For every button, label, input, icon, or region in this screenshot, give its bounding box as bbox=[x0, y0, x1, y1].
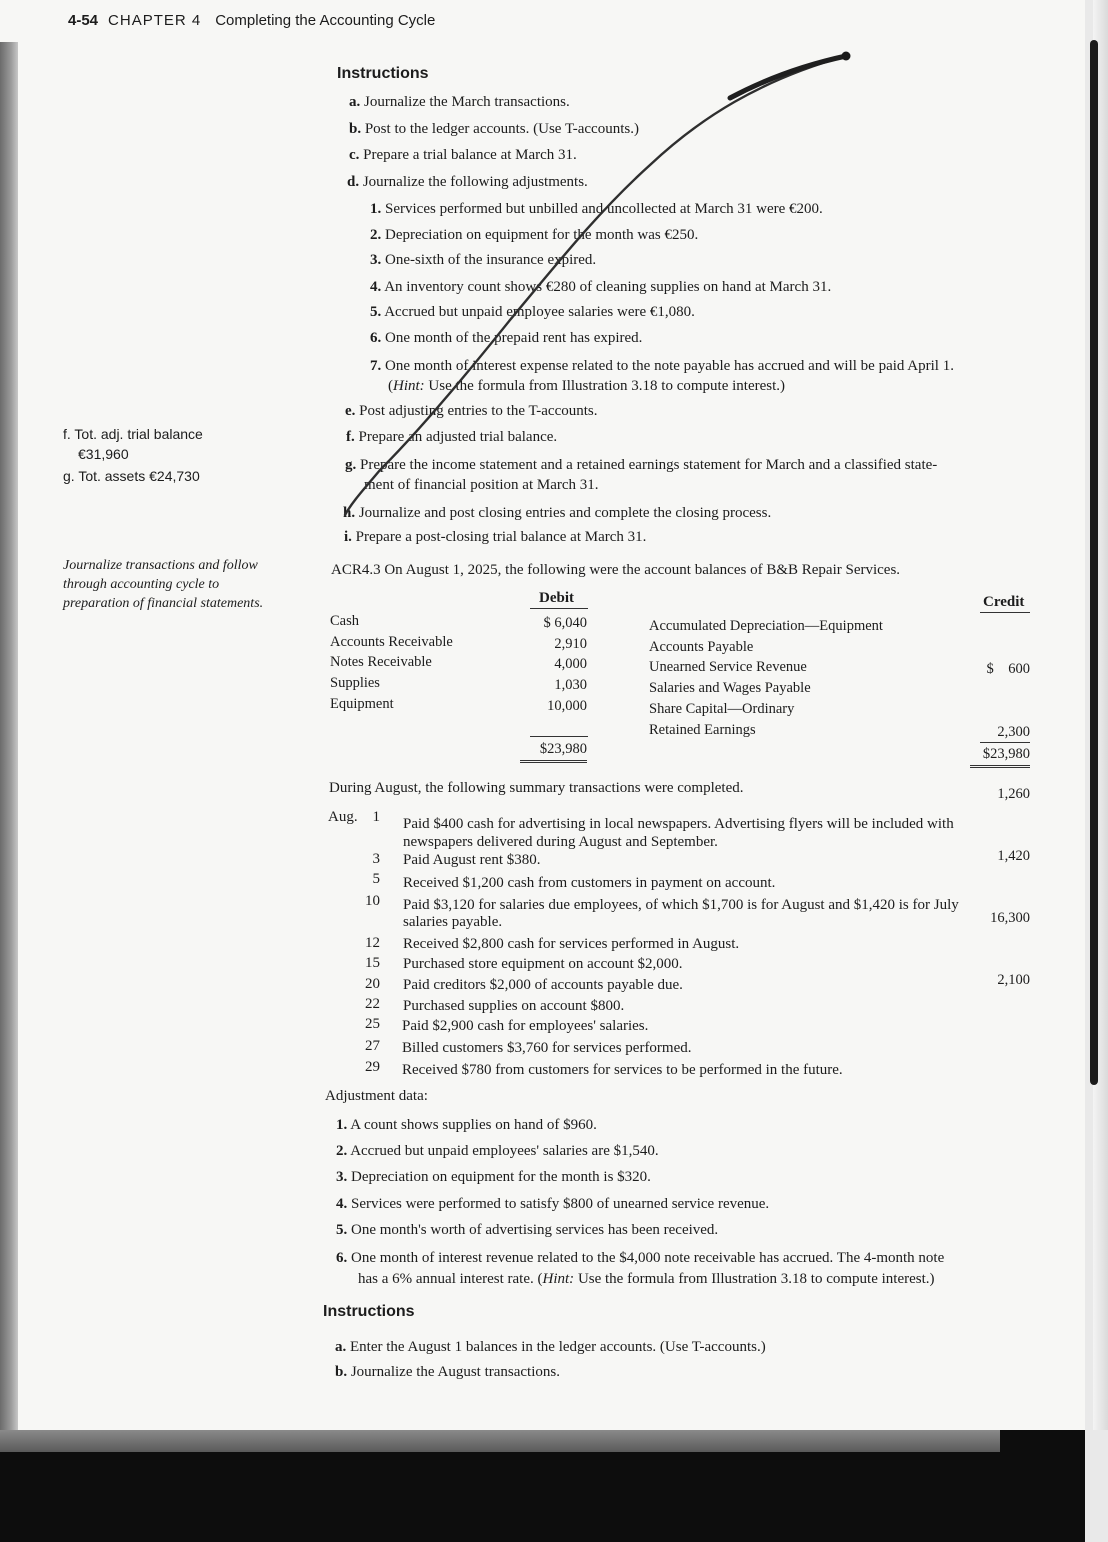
credit-amount: 2,100 bbox=[997, 971, 1030, 988]
credit-header: Credit bbox=[983, 594, 1025, 610]
txn-day: 20 bbox=[365, 976, 380, 992]
credit-account: Salaries and Wages Payable bbox=[649, 680, 811, 697]
txn-day: 15 bbox=[365, 955, 380, 971]
instruction2-a: a. Enter the August 1 balances in the ledger accounts. (Use T-accounts.) bbox=[335, 1339, 766, 1355]
adjustment-4: 4. An inventory count shows €280 of cleaning supplies on hand at March 31. bbox=[370, 279, 832, 295]
credit-amount: $ 600 bbox=[986, 661, 1030, 678]
txn-text: Billed customers $3,760 for services performed. bbox=[402, 1040, 692, 1056]
debit-amount: 2,910 bbox=[554, 635, 587, 652]
credit-account: Unearned Service Revenue bbox=[649, 659, 807, 676]
credit-amount: 1,420 bbox=[997, 847, 1030, 864]
debit-header: Debit bbox=[539, 590, 574, 606]
debit-accounts bbox=[330, 611, 453, 715]
debit-amounts bbox=[520, 613, 587, 717]
credit-amount: 16,300 bbox=[990, 909, 1030, 926]
credit-amount: 1,260 bbox=[997, 785, 1030, 802]
credit-amounts bbox=[970, 618, 1030, 1032]
page-bottom-edge bbox=[0, 1430, 1000, 1452]
credit-amount: 2,300 bbox=[997, 723, 1030, 740]
txn-text: Received $1,200 cash from customers in payment on account. bbox=[403, 875, 776, 891]
instruction-i: i. Prepare a post-closing trial balance at March 31. bbox=[344, 529, 647, 545]
problem-id: ACR4.3 bbox=[331, 562, 381, 578]
adjustment-5: 5. Accrued but unpaid employee salaries were €1,080. bbox=[370, 304, 695, 320]
instruction-d: d. Journalize the following adjustments. bbox=[347, 174, 588, 190]
txn-text: Paid $400 cash for advertising in local newspapers. Advertising flyers will be included with bbox=[403, 816, 954, 832]
debit-amount: 1,030 bbox=[554, 677, 587, 694]
instruction-a: a. Journalize the March transactions. bbox=[349, 94, 570, 110]
debit-amount: 10,000 bbox=[547, 697, 587, 714]
txn-text: Received $780 from customers for services to be performed in the future. bbox=[402, 1062, 843, 1078]
adjustment-6: 6. One month of the prepaid rent has expired. bbox=[370, 330, 643, 346]
debit-account: Equipment bbox=[330, 695, 394, 712]
instruction2-b: b. Journalize the August transactions. bbox=[335, 1364, 560, 1380]
adj-data-5: 5. One month's worth of advertising services has been received. bbox=[336, 1222, 719, 1238]
txn-day: 22 bbox=[365, 996, 380, 1012]
adjustment-7-hint: (Hint: Use the formula from Illustration 3.18 to compute interest.) bbox=[388, 378, 786, 394]
adj-data-6: 6. One month of interest revenue related to the $4,000 note receivable has accrued. The 4-month note bbox=[336, 1250, 945, 1266]
adj-data-4: 4. Services were performed to satisfy $800 of unearned service revenue. bbox=[336, 1196, 770, 1212]
debit-total-rule bbox=[530, 736, 588, 737]
instructions-heading-1: Instructions bbox=[337, 65, 429, 82]
instruction-b: b. Post to the ledger accounts. (Use T-accounts.) bbox=[349, 121, 639, 137]
debit-account: Cash bbox=[330, 613, 359, 629]
chapter-label: CHAPTER 4 bbox=[108, 12, 202, 29]
debit-header-rule bbox=[530, 608, 588, 609]
instruction-h: h. Journalize and post closing entries and complete the closing process. bbox=[343, 505, 772, 521]
txn-text: Purchased store equipment on account $2,000. bbox=[403, 956, 683, 972]
margin-answer-f: f. Tot. adj. trial balance bbox=[63, 426, 203, 442]
transactions-month: Aug. bbox=[328, 809, 358, 825]
debit-amount: $ 6,040 bbox=[543, 615, 587, 631]
debit-account: Accounts Receivable bbox=[330, 633, 453, 650]
instruction-g: g. Prepare the income statement and a retained earnings statement for March and a classified state- bbox=[345, 457, 938, 473]
txn-text: Received $2,800 cash for services performed in August. bbox=[403, 936, 740, 952]
debit-amount: 4,000 bbox=[554, 656, 587, 673]
credit-account: Accumulated Depreciation—Equipment bbox=[649, 618, 883, 634]
txn-day: 27 bbox=[365, 1038, 380, 1054]
instruction-e: e. Post adjusting entries to the T-accounts. bbox=[345, 403, 598, 419]
adjustment-7: 7. One month of interest expense related to the note payable has accrued and will be paid April 1. bbox=[370, 358, 954, 374]
scrollbar[interactable] bbox=[1090, 40, 1098, 1085]
debit-account: Notes Receivable bbox=[330, 654, 432, 671]
txn-text: Purchased supplies on account $800. bbox=[403, 998, 625, 1014]
page-number: 4-54 bbox=[68, 12, 99, 29]
margin-answer-g: g. Tot. assets €24,730 bbox=[63, 468, 200, 484]
adjustment-data-heading: Adjustment data: bbox=[325, 1088, 428, 1104]
instruction-g-cont: ment of financial position at March 31. bbox=[364, 477, 599, 493]
chapter-title: Completing the Accounting Cycle bbox=[215, 12, 436, 29]
adj-data-2: 2. Accrued but unpaid employees' salaries are $1,540. bbox=[336, 1143, 659, 1159]
credit-account: Accounts Payable bbox=[649, 638, 754, 655]
txn-text: salaries payable. bbox=[403, 914, 503, 930]
txn-text: newspapers delivered during August and September. bbox=[403, 834, 718, 850]
debit-total: $23,980 bbox=[520, 739, 587, 763]
txn-text: Paid $3,120 for salaries due employees, of which $1,700 is for August and $1,420 is for July bbox=[403, 897, 959, 913]
adj-data-6-cont: has a 6% annual interest rate. (Hint: Use the formula from Illustration 3.18 to compute interest.) bbox=[358, 1271, 935, 1287]
credit-account: Retained Earnings bbox=[649, 721, 756, 738]
transactions-intro: During August, the following summary transactions were completed. bbox=[329, 780, 744, 796]
credit-total: $23,980 bbox=[970, 744, 1030, 768]
instruction-f: f. Prepare an adjusted trial balance. bbox=[346, 429, 558, 445]
txn-day: 25 bbox=[365, 1016, 380, 1032]
debit-account: Supplies bbox=[330, 675, 380, 692]
margin-answer-f-value: €31,960 bbox=[78, 446, 129, 462]
adjustment-3: 3. One-sixth of the insurance expired. bbox=[370, 252, 597, 268]
page-binding-shadow bbox=[0, 42, 18, 1430]
instructions-heading-2: Instructions bbox=[323, 1303, 415, 1320]
credit-account: Share Capital—Ordinary bbox=[649, 700, 795, 717]
txn-text: Paid $2,900 cash for employees' salaries. bbox=[402, 1018, 649, 1034]
credit-header-rule bbox=[980, 612, 1030, 613]
txn-day: 10 bbox=[365, 893, 380, 909]
adjustment-2: 2. Depreciation on equipment for the month was €250. bbox=[370, 227, 699, 243]
margin-objective: Journalize transactions and follow through accounting cycle to preparation of financial statements. bbox=[63, 558, 264, 611]
txn-day: 3 bbox=[372, 851, 380, 867]
txn-day: 12 bbox=[365, 935, 380, 951]
instruction-c: c. Prepare a trial balance at March 31. bbox=[349, 147, 577, 163]
adj-data-1: 1. A count shows supplies on hand of $960. bbox=[336, 1117, 597, 1133]
txn-day: 29 bbox=[365, 1059, 380, 1075]
adjustment-1: 1. Services performed but unbilled and uncollected at March 31 were €200. bbox=[370, 201, 823, 217]
problem-intro: ACR4.3 On August 1, 2025, the following were the account balances of B&B Repair Services. bbox=[331, 562, 901, 578]
txn-day: 1 bbox=[372, 809, 380, 825]
adj-data-3: 3. Depreciation on equipment for the month is $320. bbox=[336, 1169, 651, 1185]
page-header bbox=[68, 12, 435, 29]
txn-text: Paid August rent $380. bbox=[403, 852, 541, 868]
txn-text: Paid creditors $2,000 of accounts payable due. bbox=[403, 977, 683, 993]
credit-accounts bbox=[649, 616, 883, 740]
credit-total-rule bbox=[980, 742, 1030, 743]
txn-day: 5 bbox=[372, 871, 380, 887]
